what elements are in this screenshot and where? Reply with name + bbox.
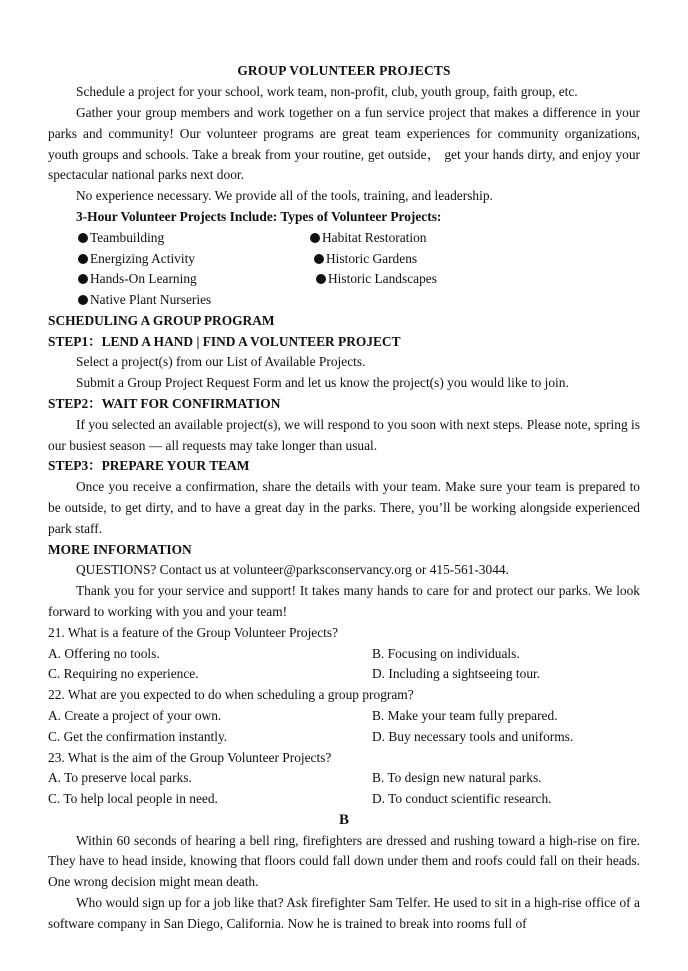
step3-heading: STEP3：PREPARE YOUR TEAM — [48, 458, 250, 474]
bullet-dot-icon — [78, 254, 88, 264]
option-d: D. Including a sightseeing tour. — [372, 666, 541, 682]
bullet-dot-icon — [78, 295, 88, 305]
question-21-options — [48, 644, 640, 686]
page-title: GROUP VOLUNTEER PROJECTS — [237, 63, 451, 79]
step2-paragraph: If you selected an available project(s), we will respond to you soon with next steps. Please note, spring is our busiest season — all requests may take longer than usual. — [48, 416, 640, 453]
option-c: C. Get the confirmation instantly. — [48, 728, 228, 744]
intro-paragraph-2: Gather your group members and work together on a fun service project that makes a difference in your parks and community! Our volunteer programs are great team experiences for community organizations, youth groups and schools. Take a break from your routine, get outside， get your hands dirty, and enjoy your spectacular national parks next door. — [48, 104, 640, 183]
question-22-stem: 22. What are you expected to do when scheduling a group program? — [48, 687, 414, 703]
step3-paragraph: Once you receive a confirmation, share the details with your team. Make sure your team is prepared to be outside, to get dirty, and to have a great day in the parks. There, you’ll be working alongside experienced park staff. — [48, 479, 640, 536]
section-b-paragraph-2: Who would sign up for a job like that? Ask firefighter Sam Telfer. He used to sit in a high-rise office of a software company in San Diego, California. Now he is trained to break into rooms full of — [48, 895, 640, 931]
project-bullet-list — [48, 228, 640, 311]
bullet-item: Historic Landscapes — [316, 269, 437, 290]
option-b: B. To design new natural parks. — [372, 770, 542, 786]
option-a: A. Offering no tools. — [48, 645, 160, 661]
projects-heading: 3-Hour Volunteer Projects Include: Types of Volunteer Projects: — [76, 208, 442, 224]
thanks-paragraph: Thank you for your service and support! It takes many hands to care for and protect our parks. We look forward to working with you and your team! — [48, 583, 640, 619]
section-b-paragraph-1: Within 60 seconds of hearing a bell ring, firefighters are dressed and rushing toward a high-rise on fire. They have to head inside, knowing that floors could fall down under them and roofs could fall on their heads. One wrong decision might mean death. — [48, 832, 640, 890]
bullet-item: Habitat Restoration — [310, 228, 427, 249]
scheduling-heading: SCHEDULING A GROUP PROGRAM — [48, 312, 275, 328]
question-21-stem: 21. What is a feature of the Group Volunteer Projects? — [48, 624, 339, 640]
question-23-options — [48, 768, 640, 810]
step1-paragraph-2: Submit a Group Project Request Form and let us know the project(s) you would like to join. — [76, 375, 569, 391]
bullet-dot-icon — [310, 233, 320, 243]
option-b: B. Make your team fully prepared. — [372, 707, 558, 723]
intro-paragraph-3: No experience necessary. We provide all of the tools, training, and leadership. — [76, 188, 493, 204]
bullet-dot-icon — [78, 233, 88, 243]
option-a: A. To preserve local parks. — [48, 770, 192, 786]
bullet-item: Hands-On Learning — [78, 269, 197, 290]
option-d: D. To conduct scientific research. — [372, 791, 552, 807]
bullet-item: Energizing Activity — [78, 249, 195, 270]
bullet-item: Teambuilding — [78, 228, 164, 249]
more-info-heading: MORE INFORMATION — [48, 541, 192, 557]
bullet-item: Historic Gardens — [314, 249, 417, 270]
option-d: D. Buy necessary tools and uniforms. — [372, 728, 574, 744]
question-22-options — [48, 706, 640, 748]
step2-heading: STEP2：WAIT FOR CONFIRMATION — [48, 395, 281, 411]
option-c: C. To help local people in need. — [48, 791, 218, 807]
step1-heading: STEP1：LEND A HAND | FIND A VOLUNTEER PROJECT — [48, 333, 401, 349]
step1-paragraph-1: Select a project(s) from our List of Available Projects. — [76, 354, 366, 370]
option-b: B. Focusing on individuals. — [372, 645, 520, 661]
option-c: C. Requiring no experience. — [48, 666, 199, 682]
bullet-dot-icon — [314, 254, 324, 264]
question-23-stem: 23. What is the aim of the Group Volunteer Projects? — [48, 749, 332, 765]
intro-paragraph-1: Schedule a project for your school, work team, non-profit, club, youth group, faith group, etc. — [76, 84, 578, 100]
bullet-item: Native Plant Nurseries — [78, 290, 211, 311]
section-b-label: B — [338, 811, 349, 828]
bullet-dot-icon — [316, 274, 326, 284]
contact-paragraph: QUESTIONS? Contact us at volunteer@parksconservancy.org or 415-561-3044. — [76, 562, 509, 578]
document-page — [48, 48, 640, 935]
bullet-dot-icon — [78, 274, 88, 284]
option-a: A. Create a project of your own. — [48, 707, 222, 723]
